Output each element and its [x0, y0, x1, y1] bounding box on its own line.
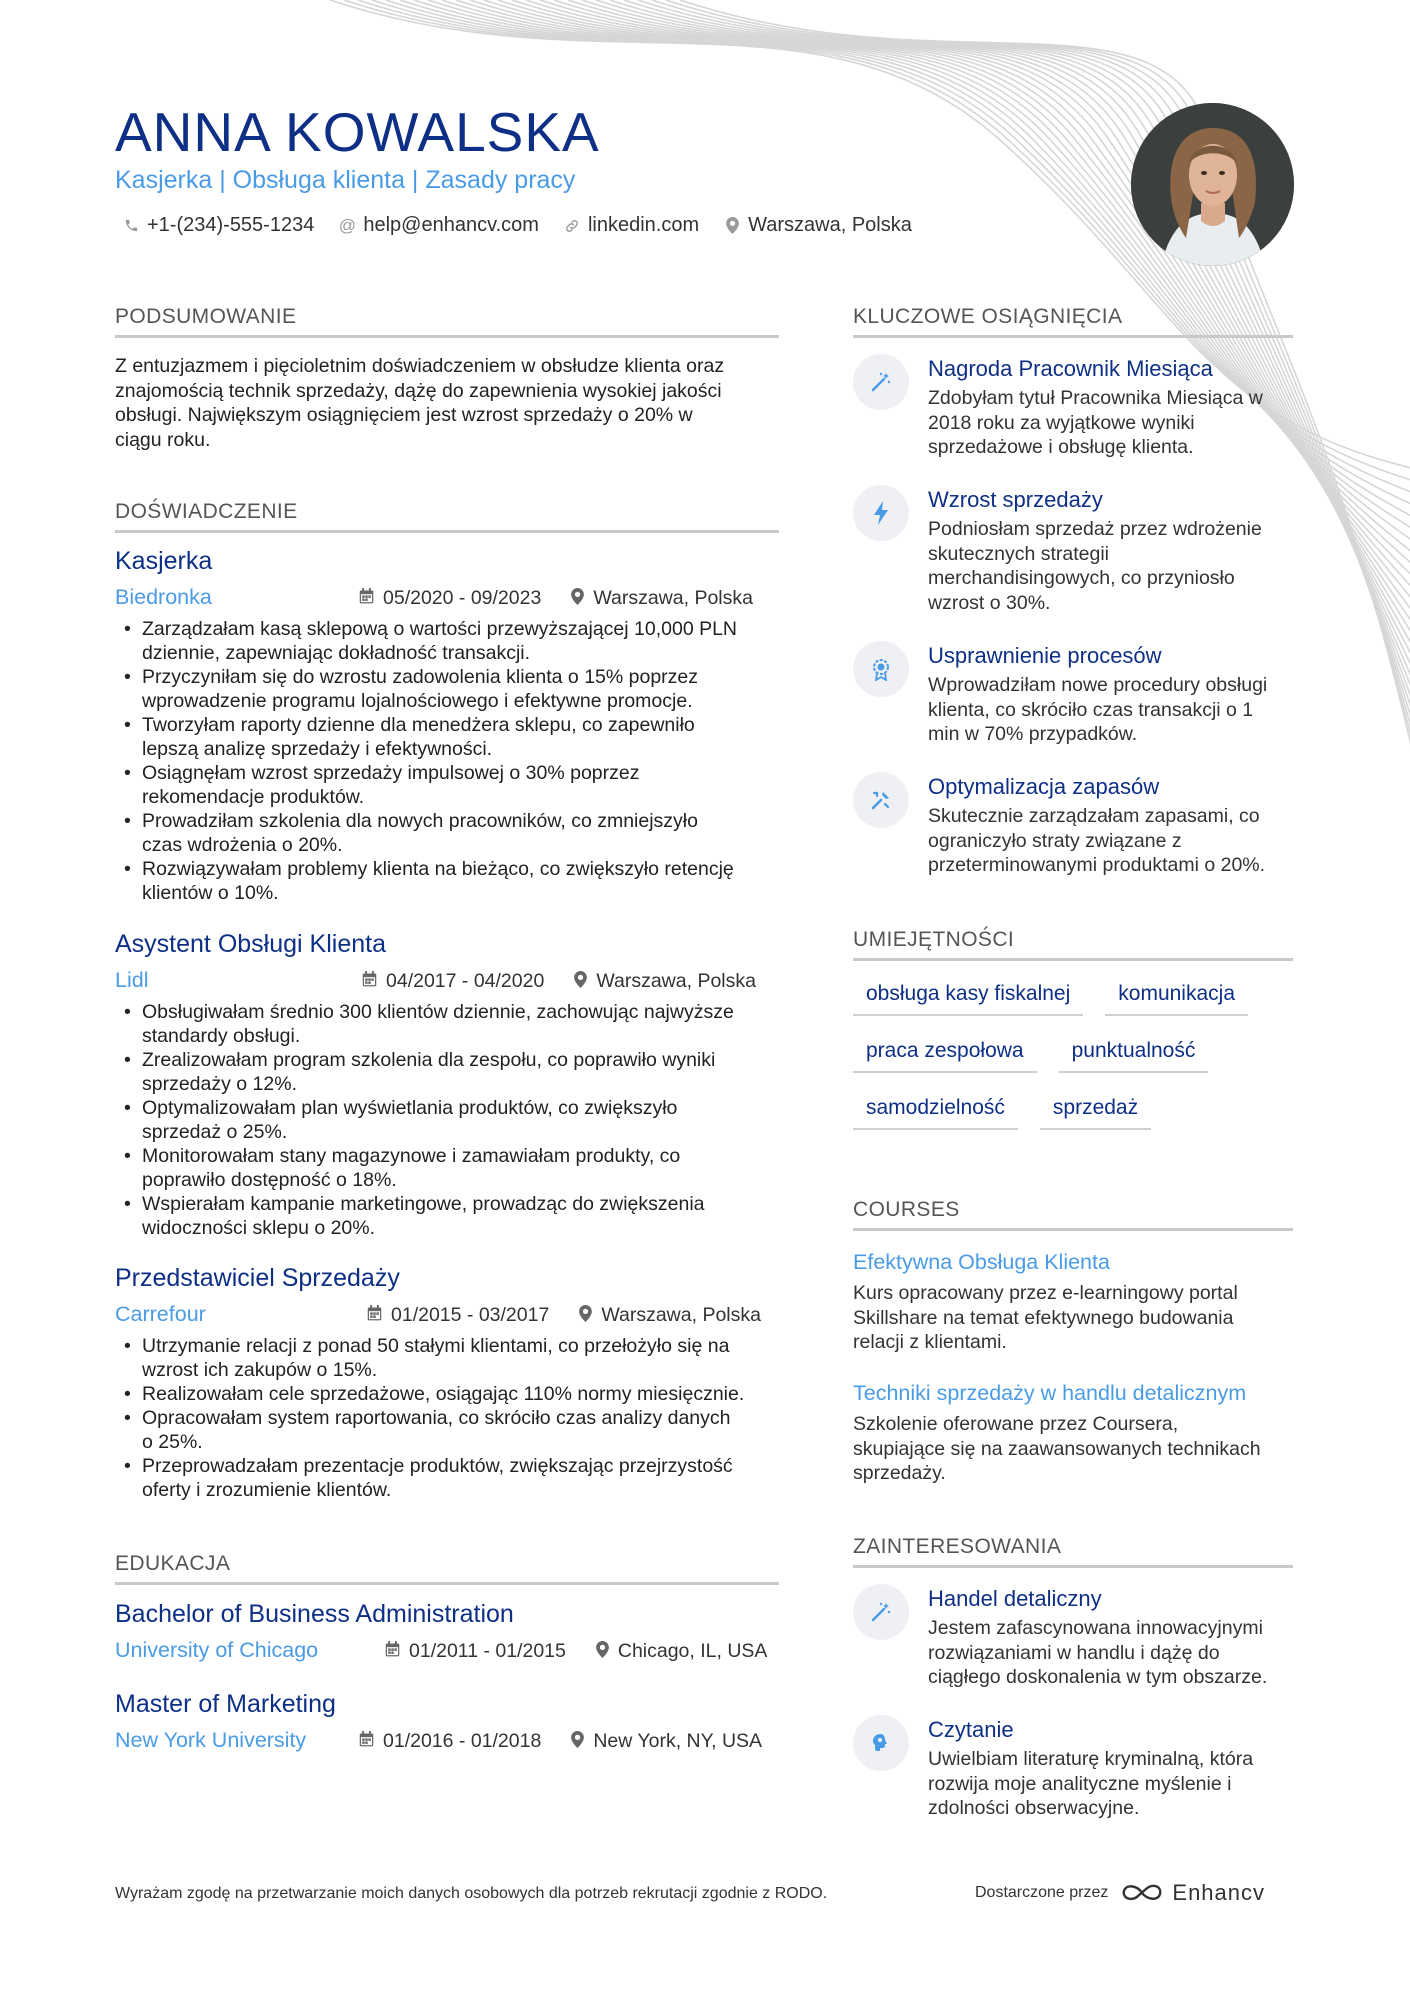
calendar-icon	[359, 588, 374, 609]
school-name: New York University	[115, 1728, 307, 1752]
wave-line	[442, 0, 1410, 571]
summary-line: obsługi. Największym osiągnięciem jest wzrost sprzedaży o 20% w	[115, 404, 693, 426]
skill-tag: praca zespołowa	[853, 1039, 1037, 1073]
location-pin-icon	[574, 971, 587, 993]
location-text: Warszawa, Polska	[748, 214, 912, 236]
achievement-desc: Skutecznie zarządzałam zapasami, co ograniczyło straty związane z przeterminowanymi produktami o 20%.	[928, 805, 1266, 876]
summary-line: znajomością technik sprzedaży, dążę do zapewnienia wysokiej jakości	[115, 379, 722, 402]
award-icon	[853, 641, 909, 697]
skill-tag: punktualność	[1059, 1039, 1209, 1073]
job-location	[571, 587, 753, 610]
location-text: New York, NY, USA	[593, 1730, 763, 1752]
phone-text: +1-(234)-555-1234	[147, 214, 315, 236]
calendar-icon	[385, 1641, 400, 1662]
tools-icon	[853, 772, 909, 828]
achievement-desc: Wprowadziłam nowe procedury obsługi klienta, co skróciło czas transakcji o 1 min w 70% przypadków.	[928, 674, 1268, 745]
lightning-icon	[853, 485, 909, 541]
school-name: University of Chicago	[115, 1638, 319, 1662]
location-text: Warszawa, Polska	[601, 1304, 761, 1326]
bullet-item: • Tworzyłam raporty dzienne dla menedżera sklepu, co zapewniło lepszą analizę sprzedaży i efektywności.	[115, 713, 795, 761]
contact-bar	[122, 214, 912, 237]
achievement-desc: Zdobyłam tytuł Pracownika Miesiąca w 2018 roku za wyjątkowe wyniki sprzedażowe i obsługę klienta.	[928, 387, 1263, 458]
education-location	[596, 1640, 768, 1663]
location-text: Warszawa, Polska	[593, 587, 753, 609]
magic-wand-icon	[853, 1584, 909, 1640]
job-title: Asystent Obsługi Klienta	[115, 930, 386, 958]
company-name: Biedronka	[115, 585, 212, 609]
course-title: Efektywna Obsługa Klienta	[853, 1250, 1110, 1274]
location-text: Chicago, IL, USA	[617, 1640, 768, 1662]
education-meta	[359, 1730, 762, 1753]
job-dates	[367, 1304, 549, 1327]
skills-list	[853, 982, 1293, 1153]
location-pin-icon	[571, 1731, 584, 1753]
skill-tag: samodzielność	[853, 1096, 1018, 1130]
job-meta	[359, 587, 753, 610]
bullet-item: • Obsługiwałam średnio 300 klientów dziennie, zachowując najwyższe standardy obsługi.	[115, 1000, 795, 1048]
job-title: Kasjerka	[115, 547, 213, 575]
education-heading: EDUKACJA	[115, 1552, 779, 1585]
bullet-item: • Przyczyniłam się do wzrostu zadowolenia klienta o 15% poprzez wprowadzenie programu lojalnościowego i efektywne promocje.	[115, 665, 795, 713]
powered-by-label: Dostarczone przez	[975, 1884, 1109, 1901]
calendar-icon	[362, 971, 377, 992]
job-title: Przedstawiciel Sprzedaży	[115, 1264, 400, 1292]
bullet-item: • Wspierałam kampanie marketingowe, prowadząc do zwiększenia widoczności sklepu o 20%.	[115, 1192, 795, 1240]
skill-row	[853, 1096, 1293, 1130]
job-meta	[367, 1304, 761, 1327]
calendar-icon	[367, 1305, 382, 1326]
brand-name: Enhancv	[1172, 1880, 1266, 1905]
contact-linkedin[interactable]	[563, 214, 699, 237]
skill-tag: obsługa kasy fiskalnej	[853, 982, 1083, 1016]
interest-desc: Uwielbiam literaturę kryminalną, która rozwija moje analityczne myślenie i zdolności obserwacyjne.	[928, 1748, 1254, 1819]
bullet-item: • Optymalizowałam plan wyświetlania produktów, co zwiększyło sprzedaż o 25%.	[115, 1096, 795, 1144]
achievement-title: Wzrost sprzedaży	[928, 487, 1103, 512]
course-desc: Kurs opracowany przez e-learningowy portal Skillshare na temat efektywnego budowania relacji z klientami.	[853, 1282, 1238, 1353]
bullet-item: • Monitorowałam stany magazynowe i zamawiałam produkty, co poprawiło dostępność o 18%.	[115, 1144, 795, 1192]
skill-tag: komunikacja	[1105, 982, 1248, 1016]
bullet-item: • Rozwiązywałam problemy klienta na bieżąco, co zwiększyło retencję klientów o 10%.	[115, 857, 795, 905]
education-meta	[385, 1640, 767, 1663]
degree-title: Bachelor of Business Administration	[115, 1600, 514, 1628]
email-text: help@enhancv.com	[363, 214, 539, 236]
dates-text: 01/2015 - 03/2017	[391, 1304, 550, 1326]
bullet-item: • Utrzymanie relacji z ponad 50 stałymi klientami, co przełożyło się na wzrost ich zakupów o 15%.	[115, 1334, 795, 1382]
dates-text: 04/2017 - 04/2020	[386, 970, 545, 992]
experience-heading: DOŚWIADCZENIE	[115, 500, 779, 533]
dates-text: 01/2016 - 01/2018	[383, 1730, 542, 1752]
course-desc: Szkolenie oferowane przez Coursera, skupiające się na zaawansowanych technikach sprzedaży.	[853, 1413, 1261, 1484]
achievements-heading: KLUCZOWE OSIĄGNIĘCIA	[853, 305, 1293, 338]
link-icon	[563, 218, 581, 234]
job-location	[579, 1304, 761, 1327]
contact-email[interactable]	[338, 214, 539, 237]
infinity-icon	[1120, 1881, 1164, 1905]
wave-line	[428, 0, 1410, 558]
consent-clause: Wyrażam zgodę na przetwarzanie moich danych osobowych dla potrzeb rekrutacji zgodnie z RODO.	[115, 1885, 828, 1902]
summary-heading: PODSUMOWANIE	[115, 305, 779, 338]
bullet-item: • Zarządzałam kasą sklepową o wartości przewyższającej 10,000 PLN dziennie, zapewniając dokładność transakcji.	[115, 617, 795, 665]
skill-row	[853, 982, 1293, 1016]
course-title: Techniki sprzedaży w handlu detalicznym	[853, 1381, 1247, 1405]
education-dates	[385, 1640, 566, 1663]
candidate-title: Kasjerka | Obsługa klienta | Zasady pracy	[115, 166, 576, 194]
bullet-item: • Zrealizowałam program szkolenia dla zespołu, co poprawiło wyniki sprzedaży o 12%.	[115, 1048, 795, 1096]
calendar-icon	[359, 1731, 374, 1752]
bullet-item: • Opracowałam system raportowania, co skróciło czas analizy danych o 25%.	[115, 1406, 795, 1454]
job-dates	[362, 970, 544, 993]
wave-line	[414, 0, 1410, 546]
interest-title: Czytanie	[928, 1717, 1014, 1742]
summary-line: Z entuzjazmem i pięcioletnim doświadczeniem w obsłudze klienta oraz	[115, 355, 725, 377]
interest-title: Handel detaliczny	[928, 1586, 1102, 1611]
location-pin-icon	[571, 588, 584, 610]
education-dates	[359, 1730, 541, 1753]
contact-location	[723, 214, 912, 237]
achievement-title: Optymalizacja zapasów	[928, 774, 1160, 799]
powered-by	[975, 1880, 1265, 1906]
job-dates	[359, 587, 541, 610]
courses-heading: COURSES	[853, 1198, 1293, 1231]
linkedin-text: linkedin.com	[587, 214, 700, 236]
education-location	[571, 1730, 762, 1753]
bullet-item: • Osiągnęłam wzrost sprzedaży impulsowej o 30% poprzez rekomendacje produktów.	[115, 761, 795, 809]
skill-row	[853, 1039, 1293, 1073]
achievement-desc: Podniosłam sprzedaż przez wdrożenie skutecznych strategii merchandisingowych, co przyniosło wzrost o 30%.	[928, 518, 1262, 614]
achievement-title: Nagroda Pracownik Miesiąca	[928, 356, 1213, 381]
contact-phone[interactable]	[122, 214, 314, 237]
achievement-title: Usprawnienie procesów	[928, 643, 1162, 668]
location-pin-icon	[579, 1305, 592, 1327]
skill-tag: sprzedaż	[1040, 1096, 1151, 1130]
at-icon: @	[338, 215, 356, 235]
location-text: Warszawa, Polska	[596, 970, 756, 992]
summary-text	[115, 354, 785, 452]
candidate-name: ANNA KOWALSKA	[115, 101, 600, 163]
job-meta	[362, 970, 756, 993]
dates-text: 05/2020 - 09/2023	[383, 587, 542, 609]
skills-heading: UMIEJĘTNOŚCI	[853, 928, 1293, 961]
job-bullets	[115, 617, 795, 905]
company-name: Carrefour	[115, 1302, 206, 1326]
bullet-item: • Przeprowadzałam prezentacje produktów, zwiększając przejrzystość oferty i zrozumienie klientów.	[115, 1454, 795, 1502]
magic-wand-icon	[853, 354, 909, 410]
interest-desc: Jestem zafascynowana innowacyjnymi rozwiązaniami w handlu i dążę do ciągłego doskonalenia w tym obszarze.	[928, 1617, 1268, 1688]
bullet-item: • Prowadziłam szkolenia dla nowych pracowników, co zmniejszyło czas wdrożenia o 20%.	[115, 809, 795, 857]
degree-title: Master of Marketing	[115, 1690, 336, 1718]
job-bullets	[115, 1334, 795, 1502]
summary-line: ciągu roku.	[115, 428, 211, 451]
job-location	[574, 970, 756, 993]
location-pin-icon	[723, 217, 741, 234]
profile-photo	[1131, 103, 1294, 266]
phone-icon	[122, 218, 140, 233]
interests-heading: ZAINTERESOWANIA	[853, 1535, 1293, 1568]
bullet-item: • Realizowałam cele sprzedażowe, osiągając 110% normy miesięcznie.	[115, 1382, 795, 1406]
job-bullets	[115, 1000, 795, 1240]
location-pin-icon	[596, 1641, 609, 1663]
enhancv-logo[interactable]	[1120, 1880, 1265, 1906]
company-name: Lidl	[115, 968, 149, 992]
dates-text: 01/2011 - 01/2015	[409, 1640, 566, 1662]
brain-icon	[853, 1715, 909, 1771]
